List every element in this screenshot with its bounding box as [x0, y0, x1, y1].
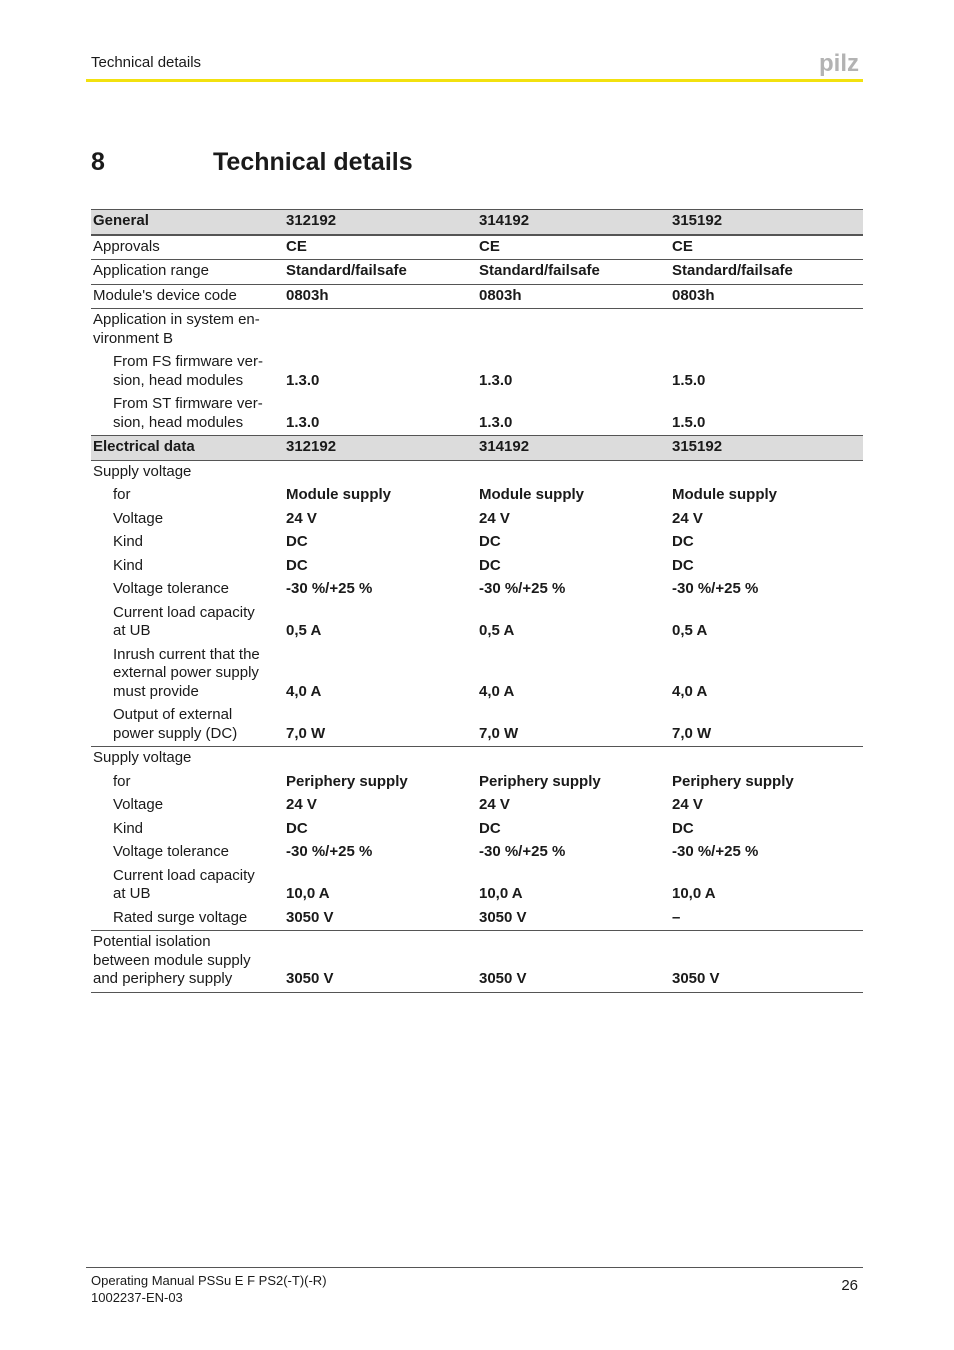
value-cell: CE	[672, 237, 693, 255]
parameter-label: Kind	[113, 819, 144, 837]
table-row	[91, 578, 863, 602]
value-cell: DC	[286, 533, 308, 550]
parameter-label: Voltage tolerance	[113, 843, 229, 860]
value-cell: 0,5 A	[479, 622, 515, 639]
value-cell: Standard/failsafe	[479, 262, 600, 279]
table-row	[91, 907, 863, 931]
value-cell: 3050 V	[286, 908, 334, 926]
table-row	[91, 746, 863, 771]
value-cell: DC	[479, 819, 501, 837]
parameter-label: From ST firmware ver- sion, head modules	[113, 395, 263, 431]
table-row	[91, 771, 863, 795]
value-cell: Standard/failsafe	[672, 262, 793, 279]
table-header-row	[91, 209, 863, 235]
value-cell: CE	[479, 237, 500, 255]
value-cell: -30 %/+25 %	[672, 580, 759, 597]
value-cell: 7,0 W	[672, 724, 712, 742]
value-cell: 24 V	[286, 509, 317, 527]
value-cell: 312192	[286, 212, 337, 229]
value-cell: DC	[672, 556, 694, 574]
value-cell: -30 %/+25 %	[672, 843, 759, 860]
value-cell: 24 V	[479, 509, 510, 527]
parameter-label: Electrical data	[93, 438, 195, 455]
value-cell: 24 V	[479, 796, 510, 813]
parameter-label: Current load capacity at UB	[113, 603, 255, 639]
header-rule	[86, 79, 863, 82]
value-cell: Periphery supply	[286, 772, 408, 790]
table-row	[91, 704, 863, 746]
table-row	[91, 351, 863, 393]
parameter-label: Module's device code	[93, 286, 237, 304]
header-title: Technical details	[91, 54, 202, 71]
page-footer	[86, 1267, 863, 1305]
value-cell: 24 V	[672, 509, 703, 527]
parameter-label: Potential isolation between module supply and periphery supply	[93, 933, 251, 987]
value-cell: 10,0 A	[672, 885, 716, 902]
value-cell: –	[672, 908, 681, 926]
parameter-label: Output of external power supply (DC)	[113, 706, 238, 742]
value-cell: 315192	[672, 212, 723, 229]
value-cell: 1.3.0	[286, 371, 320, 389]
parameter-label: Application range	[93, 262, 209, 279]
value-cell: Standard/failsafe	[286, 262, 407, 279]
value-cell: -30 %/+25 %	[286, 843, 373, 860]
table-row	[91, 393, 863, 435]
value-cell: 1.3.0	[479, 371, 513, 389]
value-cell: 7,0 W	[286, 724, 326, 742]
value-cell: 3050 V	[286, 970, 334, 987]
table-row	[91, 531, 863, 555]
parameter-label: From FS firmware ver- sion, head modules	[113, 353, 263, 389]
footer-doc-number: 1002237-EN-03	[91, 1290, 183, 1305]
parameter-label: Voltage	[113, 509, 164, 527]
pilz-logo	[819, 50, 863, 76]
table-row	[91, 602, 863, 644]
value-cell: Periphery supply	[672, 772, 794, 790]
parameter-label: Supply voltage	[93, 749, 192, 766]
value-cell: 3050 V	[479, 908, 527, 926]
value-cell: 0803h	[672, 286, 715, 304]
value-cell: 4,0 A	[286, 682, 322, 700]
table-row	[91, 930, 863, 993]
table-row	[91, 841, 863, 865]
value-cell: 0803h	[479, 286, 522, 304]
table-row	[91, 484, 863, 508]
value-cell: 0,5 A	[672, 622, 708, 639]
parameter-label: Rated surge voltage	[113, 908, 248, 926]
value-cell: 315192	[672, 438, 723, 455]
chapter-title: Technical details	[213, 148, 413, 176]
value-cell: 24 V	[286, 796, 317, 813]
technical-data-table	[91, 209, 863, 993]
value-cell: 0,5 A	[286, 622, 322, 639]
value-cell: 314192	[479, 438, 530, 455]
value-cell: -30 %/+25 %	[479, 580, 566, 597]
value-cell: 4,0 A	[479, 682, 515, 700]
table-row	[91, 259, 863, 284]
value-cell: -30 %/+25 %	[479, 843, 566, 860]
value-cell: 3050 V	[479, 970, 527, 987]
table-row	[91, 308, 863, 351]
value-cell: 1.5.0	[672, 371, 706, 389]
value-cell: DC	[286, 556, 308, 574]
table-row	[91, 508, 863, 532]
value-cell: Module supply	[672, 486, 777, 503]
table-row	[91, 818, 863, 842]
table-row	[91, 865, 863, 907]
parameter-label: Voltage tolerance	[113, 580, 229, 597]
chapter-number: 8	[91, 148, 105, 176]
value-cell: DC	[479, 556, 501, 574]
parameter-label: Current load capacity at UB	[113, 866, 255, 902]
value-cell: 10,0 A	[479, 885, 523, 902]
table-row	[91, 644, 863, 705]
table-row	[91, 794, 863, 818]
svg-text:pilz: pilz	[819, 50, 859, 76]
value-cell: 3050 V	[672, 970, 720, 987]
table-row	[91, 555, 863, 579]
page-number: 26	[841, 1277, 858, 1294]
value-cell: DC	[479, 533, 501, 550]
value-cell: 1.5.0	[672, 413, 706, 431]
value-cell: 7,0 W	[479, 724, 519, 742]
value-cell: Periphery supply	[479, 772, 601, 790]
table-row	[91, 284, 863, 309]
parameter-label: Inrush current that the external power supply must provide	[113, 645, 260, 700]
parameter-label: Application in system en- vironment B	[93, 311, 260, 347]
value-cell: 1.3.0	[286, 413, 320, 431]
parameter-label: Kind	[113, 556, 144, 574]
value-cell: Module supply	[286, 486, 391, 503]
value-cell: 24 V	[672, 796, 703, 813]
value-cell: DC	[672, 819, 694, 837]
value-cell: DC	[672, 533, 694, 550]
parameter-label: Supply voltage	[93, 462, 192, 480]
value-cell: 1.3.0	[479, 413, 513, 431]
value-cell: 4,0 A	[672, 682, 708, 700]
page-header	[86, 0, 863, 84]
parameter-label: General	[93, 212, 149, 229]
table-row	[91, 461, 863, 485]
parameter-label: for	[113, 772, 131, 790]
table-header-row	[91, 435, 863, 461]
value-cell: Module supply	[479, 486, 584, 503]
value-cell: 10,0 A	[286, 885, 330, 902]
parameter-label: Kind	[113, 533, 144, 550]
value-cell: -30 %/+25 %	[286, 580, 373, 597]
value-cell: CE	[286, 237, 307, 255]
value-cell: DC	[286, 819, 308, 837]
table-row	[91, 235, 863, 260]
parameter-label: Approvals	[93, 237, 160, 255]
parameter-label: for	[113, 486, 131, 503]
value-cell: 312192	[286, 438, 337, 455]
value-cell: 314192	[479, 212, 530, 229]
value-cell: 0803h	[286, 286, 329, 304]
footer-manual-title: Operating Manual PSSu E F PS2(-T)(-R)	[91, 1273, 327, 1288]
parameter-label: Voltage	[113, 796, 164, 813]
